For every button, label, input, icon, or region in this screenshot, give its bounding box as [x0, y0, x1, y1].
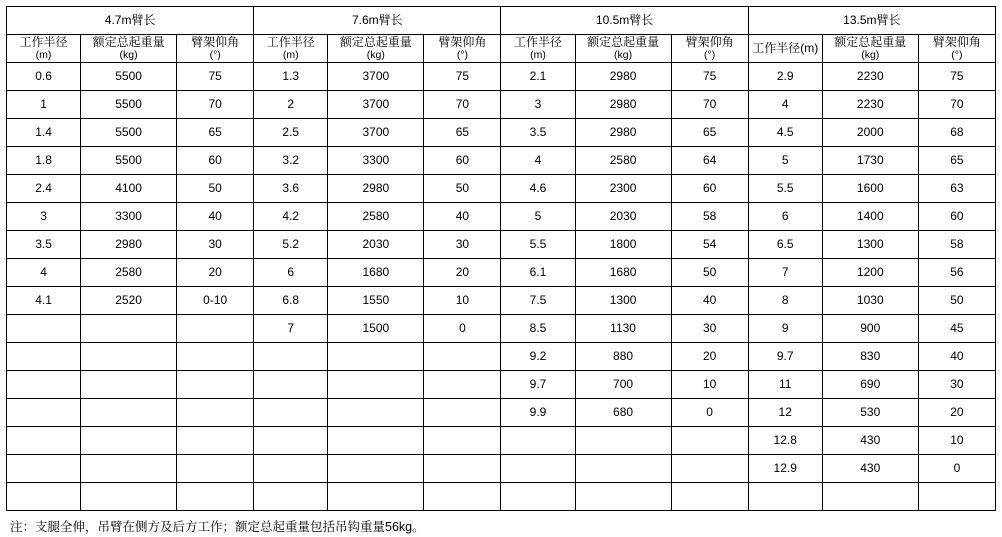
table-cell-angle: 0 [671, 399, 748, 427]
column-header-radius [7, 35, 81, 63]
table-cell-angle: 30 [918, 371, 995, 399]
table-cell-angle: 60 [424, 147, 501, 175]
table-cell-empty [575, 455, 671, 483]
table-cell-radius: 3.6 [254, 175, 328, 203]
table-cell-empty [81, 315, 177, 343]
table-cell-load: 1200 [822, 259, 918, 287]
table-cell-empty [328, 427, 424, 455]
table-cell-load: 1130 [575, 315, 671, 343]
table-cell-empty [177, 455, 254, 483]
table-cell-angle: 40 [918, 343, 995, 371]
table-cell-empty [424, 399, 501, 427]
table-cell-radius: 7 [254, 315, 328, 343]
table-cell-angle: 60 [918, 203, 995, 231]
column-header-load-unit: (kg) [119, 48, 138, 61]
table-note: 注：支腿全伸，吊臂在侧方及后方工作；额定总起重量包括吊钩重量56kg。 [10, 520, 425, 534]
column-header-angle-label: 臂架仰角 [191, 34, 240, 49]
column-header-load-label: 额定总起重量 [834, 34, 907, 49]
table-row [7, 343, 996, 371]
table-cell-empty [328, 483, 424, 511]
table-cell-empty [177, 483, 254, 511]
table-cell-empty [424, 371, 501, 399]
table-cell-empty [177, 343, 254, 371]
table-cell-load: 3300 [81, 203, 177, 231]
table-cell-empty [254, 399, 328, 427]
column-header-load-label: 额定总起重量 [339, 34, 412, 49]
table-cell-radius: 3.5 [501, 119, 575, 147]
table-cell-angle: 50 [671, 259, 748, 287]
table-cell-angle: 50 [424, 175, 501, 203]
table-cell-angle: 0-10 [177, 287, 254, 315]
table-cell-angle: 10 [918, 427, 995, 455]
table-cell-angle: 56 [918, 259, 995, 287]
table-cell-angle: 75 [424, 63, 501, 91]
table-cell-radius: 6 [748, 203, 822, 231]
table-cell-angle: 54 [671, 231, 748, 259]
table-cell-radius: 12 [748, 399, 822, 427]
table-cell-load: 1730 [822, 147, 918, 175]
table-cell-angle: 75 [918, 63, 995, 91]
table-cell-radius: 2.1 [501, 63, 575, 91]
table-row [7, 119, 996, 147]
column-header-radius [254, 35, 328, 63]
column-header-load [328, 35, 424, 63]
table-cell-empty [822, 483, 918, 511]
table-cell-angle: 0 [424, 315, 501, 343]
table-cell-empty [7, 483, 81, 511]
table-cell-radius: 3.2 [254, 147, 328, 175]
table-cell-angle: 30 [424, 231, 501, 259]
table-cell-empty [501, 455, 575, 483]
table-cell-angle: 65 [918, 147, 995, 175]
table-cell-angle: 58 [671, 203, 748, 231]
table-cell-empty [177, 315, 254, 343]
table-cell-radius: 5.2 [254, 231, 328, 259]
table-cell-radius: 3 [7, 203, 81, 231]
table-cell-radius: 8 [748, 287, 822, 315]
table-cell-angle: 70 [918, 91, 995, 119]
table-cell-angle: 50 [918, 287, 995, 315]
table-cell-empty [671, 455, 748, 483]
column-header-angle-unit: (°) [209, 48, 221, 61]
table-cell-empty [81, 371, 177, 399]
table-cell-load: 880 [575, 343, 671, 371]
crane-load-table [6, 6, 996, 511]
table-cell-radius: 6.8 [254, 287, 328, 315]
table-cell-angle: 10 [671, 371, 748, 399]
table-cell-angle: 65 [424, 119, 501, 147]
table-cell-load: 2980 [575, 63, 671, 91]
table-cell-angle: 45 [918, 315, 995, 343]
table-cell-load: 830 [822, 343, 918, 371]
table-cell-angle: 65 [177, 119, 254, 147]
table-cell-angle: 70 [671, 91, 748, 119]
table-cell-radius: 11 [748, 371, 822, 399]
table-cell-empty [177, 371, 254, 399]
group-header-cell: 7.6m臂长 [254, 7, 501, 35]
table-row [7, 399, 996, 427]
table-cell-load: 2580 [81, 259, 177, 287]
table-cell-load: 2000 [822, 119, 918, 147]
table-cell-angle: 65 [671, 119, 748, 147]
table-cell-empty [328, 371, 424, 399]
table-cell-load: 3700 [328, 91, 424, 119]
table-cell-load: 2030 [575, 203, 671, 231]
column-header-load-label: 额定总起重量 [587, 34, 660, 49]
table-row [7, 483, 996, 511]
table-cell-load: 1680 [328, 259, 424, 287]
table-cell-empty [81, 483, 177, 511]
column-header-load-unit: (kg) [614, 48, 633, 61]
table-cell-load: 5500 [81, 147, 177, 175]
column-header-angle [918, 35, 995, 63]
table-cell-angle: 20 [918, 399, 995, 427]
table-cell-radius: 4 [501, 147, 575, 175]
column-header-angle-label: 臂架仰角 [932, 34, 981, 49]
table-cell-angle: 20 [671, 343, 748, 371]
table-cell-load: 2030 [328, 231, 424, 259]
table-cell-radius: 7.5 [501, 287, 575, 315]
table-cell-angle: 40 [177, 203, 254, 231]
table-cell-radius: 2.9 [748, 63, 822, 91]
table-row [7, 147, 996, 175]
column-header-radius [501, 35, 575, 63]
table-cell-angle: 75 [177, 63, 254, 91]
table-cell-empty [177, 399, 254, 427]
table-cell-load: 3700 [328, 63, 424, 91]
table-cell-empty [424, 483, 501, 511]
table-cell-empty [501, 427, 575, 455]
table-cell-radius: 2.5 [254, 119, 328, 147]
table-cell-empty [501, 483, 575, 511]
table-cell-radius: 4.6 [501, 175, 575, 203]
table-cell-empty [424, 427, 501, 455]
column-header-load-unit: (kg) [366, 48, 385, 61]
table-cell-empty [424, 343, 501, 371]
table-cell-load: 900 [822, 315, 918, 343]
table-cell-radius: 0.6 [7, 63, 81, 91]
table-cell-empty [81, 343, 177, 371]
column-header-radius-unit: (m) [282, 48, 299, 61]
table-cell-load: 5500 [81, 91, 177, 119]
table-cell-angle: 0 [918, 455, 995, 483]
table-cell-radius: 5 [501, 203, 575, 231]
column-header-radius-unit: (m) [35, 48, 52, 61]
table-cell-radius: 6.1 [501, 259, 575, 287]
table-cell-radius: 6.5 [748, 231, 822, 259]
table-cell-radius: 5 [748, 147, 822, 175]
table-cell-radius: 4 [7, 259, 81, 287]
table-cell-load: 5500 [81, 63, 177, 91]
table-cell-radius: 5.5 [748, 175, 822, 203]
table-cell-empty [7, 315, 81, 343]
column-header-load [822, 35, 918, 63]
table-cell-load: 2580 [328, 203, 424, 231]
table-cell-load: 1550 [328, 287, 424, 315]
table-row [7, 259, 996, 287]
table-cell-radius: 9.9 [501, 399, 575, 427]
table-cell-angle: 30 [671, 315, 748, 343]
table-cell-load: 5500 [81, 119, 177, 147]
table-cell-radius: 9.2 [501, 343, 575, 371]
table-cell-empty [254, 371, 328, 399]
table-row [7, 63, 996, 91]
table-cell-load: 2520 [81, 287, 177, 315]
column-header-radius-label: 工作半径 [266, 34, 315, 49]
column-header-angle-label: 臂架仰角 [438, 34, 487, 49]
table-cell-load: 3300 [328, 147, 424, 175]
table-cell-angle: 20 [424, 259, 501, 287]
group-header-cell: 13.5m臂长 [748, 7, 995, 35]
table-cell-radius: 4.5 [748, 119, 822, 147]
table-cell-load: 430 [822, 455, 918, 483]
table-cell-radius: 1.8 [7, 147, 81, 175]
table-cell-radius: 4.1 [7, 287, 81, 315]
table-row [7, 175, 996, 203]
column-header-angle [424, 35, 501, 63]
sub-header-row [7, 35, 996, 63]
table-cell-radius: 12.9 [748, 455, 822, 483]
table-row [7, 455, 996, 483]
table-cell-load: 1680 [575, 259, 671, 287]
table-cell-empty [254, 455, 328, 483]
table-cell-radius: 5.5 [501, 231, 575, 259]
table-cell-load: 2980 [81, 231, 177, 259]
table-cell-load: 4100 [81, 175, 177, 203]
table-cell-radius: 7 [748, 259, 822, 287]
table-cell-radius: 9 [748, 315, 822, 343]
table-cell-angle: 58 [918, 231, 995, 259]
table-cell-angle: 64 [671, 147, 748, 175]
table-cell-empty [7, 455, 81, 483]
table-cell-empty [328, 455, 424, 483]
column-header-angle [671, 35, 748, 63]
table-cell-angle: 75 [671, 63, 748, 91]
table-cell-load: 2300 [575, 175, 671, 203]
table-cell-angle: 60 [671, 175, 748, 203]
table-cell-load: 1500 [328, 315, 424, 343]
column-header-load [81, 35, 177, 63]
table-cell-empty [575, 427, 671, 455]
group-header-cell: 10.5m臂长 [501, 7, 748, 35]
column-header-angle-unit: (°) [951, 48, 963, 61]
table-cell-empty [7, 343, 81, 371]
table-cell-empty [81, 399, 177, 427]
table-cell-radius: 9.7 [501, 371, 575, 399]
table-cell-empty [254, 483, 328, 511]
table-cell-empty [177, 427, 254, 455]
table-cell-load: 3700 [328, 119, 424, 147]
table-row [7, 287, 996, 315]
table-cell-empty [81, 427, 177, 455]
table-row [7, 203, 996, 231]
table-cell-angle: 40 [671, 287, 748, 315]
group-header-row [7, 7, 996, 35]
table-row [7, 231, 996, 259]
table-row [7, 315, 996, 343]
column-header-angle-unit: (°) [456, 48, 469, 61]
table-cell-empty [424, 455, 501, 483]
table-cell-radius: 2.4 [7, 175, 81, 203]
table-cell-load: 1300 [575, 287, 671, 315]
table-cell-angle: 68 [918, 119, 995, 147]
table-cell-empty [7, 399, 81, 427]
table-cell-load: 1400 [822, 203, 918, 231]
column-header-load [575, 35, 671, 63]
table-cell-load: 1030 [822, 287, 918, 315]
table-cell-radius: 1.3 [254, 63, 328, 91]
table-cell-load: 2980 [575, 91, 671, 119]
table-cell-angle: 60 [177, 147, 254, 175]
table-cell-angle: 20 [177, 259, 254, 287]
group-header-cell: 4.7m臂长 [7, 7, 254, 35]
table-cell-load: 1300 [822, 231, 918, 259]
column-header-angle-unit: (°) [704, 48, 716, 61]
table-cell-load: 2230 [822, 91, 918, 119]
table-cell-radius: 9.7 [748, 343, 822, 371]
column-header-angle [177, 35, 254, 63]
table-cell-load: 1600 [822, 175, 918, 203]
table-cell-radius: 2 [254, 91, 328, 119]
table-cell-radius: 1 [7, 91, 81, 119]
table-cell-load: 680 [575, 399, 671, 427]
table-cell-empty [575, 483, 671, 511]
table-cell-empty [254, 427, 328, 455]
table-cell-radius: 3 [501, 91, 575, 119]
table-cell-empty [671, 483, 748, 511]
table-cell-load: 2980 [575, 119, 671, 147]
table-cell-load: 1800 [575, 231, 671, 259]
table-cell-empty [748, 483, 822, 511]
table-cell-load: 2580 [575, 147, 671, 175]
table-cell-radius: 3.5 [7, 231, 81, 259]
table-cell-load: 2980 [328, 175, 424, 203]
table-row [7, 91, 996, 119]
table-cell-radius: 6 [254, 259, 328, 287]
table-cell-empty [7, 371, 81, 399]
table-cell-load: 530 [822, 399, 918, 427]
table-cell-angle: 10 [424, 287, 501, 315]
table-cell-empty [328, 343, 424, 371]
table-cell-empty [328, 399, 424, 427]
table-cell-radius: 4.2 [254, 203, 328, 231]
column-header-radius-label: 工作半径 [513, 34, 562, 49]
table-cell-radius: 4 [748, 91, 822, 119]
table-cell-load: 700 [575, 371, 671, 399]
column-header-radius-unit: (m) [530, 48, 546, 61]
table-cell-angle: 63 [918, 175, 995, 203]
table-cell-radius: 8.5 [501, 315, 575, 343]
column-header-radius: 工作半径(m) [748, 35, 822, 63]
table-cell-angle: 70 [177, 91, 254, 119]
table-row [7, 371, 996, 399]
table-cell-load: 2230 [822, 63, 918, 91]
table-row [7, 427, 996, 455]
table-cell-angle: 50 [177, 175, 254, 203]
column-header-load-label: 额定总起重量 [92, 34, 165, 49]
table-cell-angle: 40 [424, 203, 501, 231]
table-cell-empty [81, 455, 177, 483]
table-cell-load: 430 [822, 427, 918, 455]
table-cell-angle: 70 [424, 91, 501, 119]
table-cell-empty [7, 427, 81, 455]
column-header-angle-label: 臂架仰角 [685, 34, 734, 49]
table-cell-radius: 12.8 [748, 427, 822, 455]
table-cell-empty [671, 427, 748, 455]
table-cell-load: 690 [822, 371, 918, 399]
table-cell-empty [254, 343, 328, 371]
table-cell-empty [918, 483, 995, 511]
table-cell-radius: 1.4 [7, 119, 81, 147]
table-cell-angle: 30 [177, 231, 254, 259]
column-header-load-unit: (kg) [861, 48, 880, 61]
column-header-radius-label: 工作半径 [19, 34, 68, 49]
